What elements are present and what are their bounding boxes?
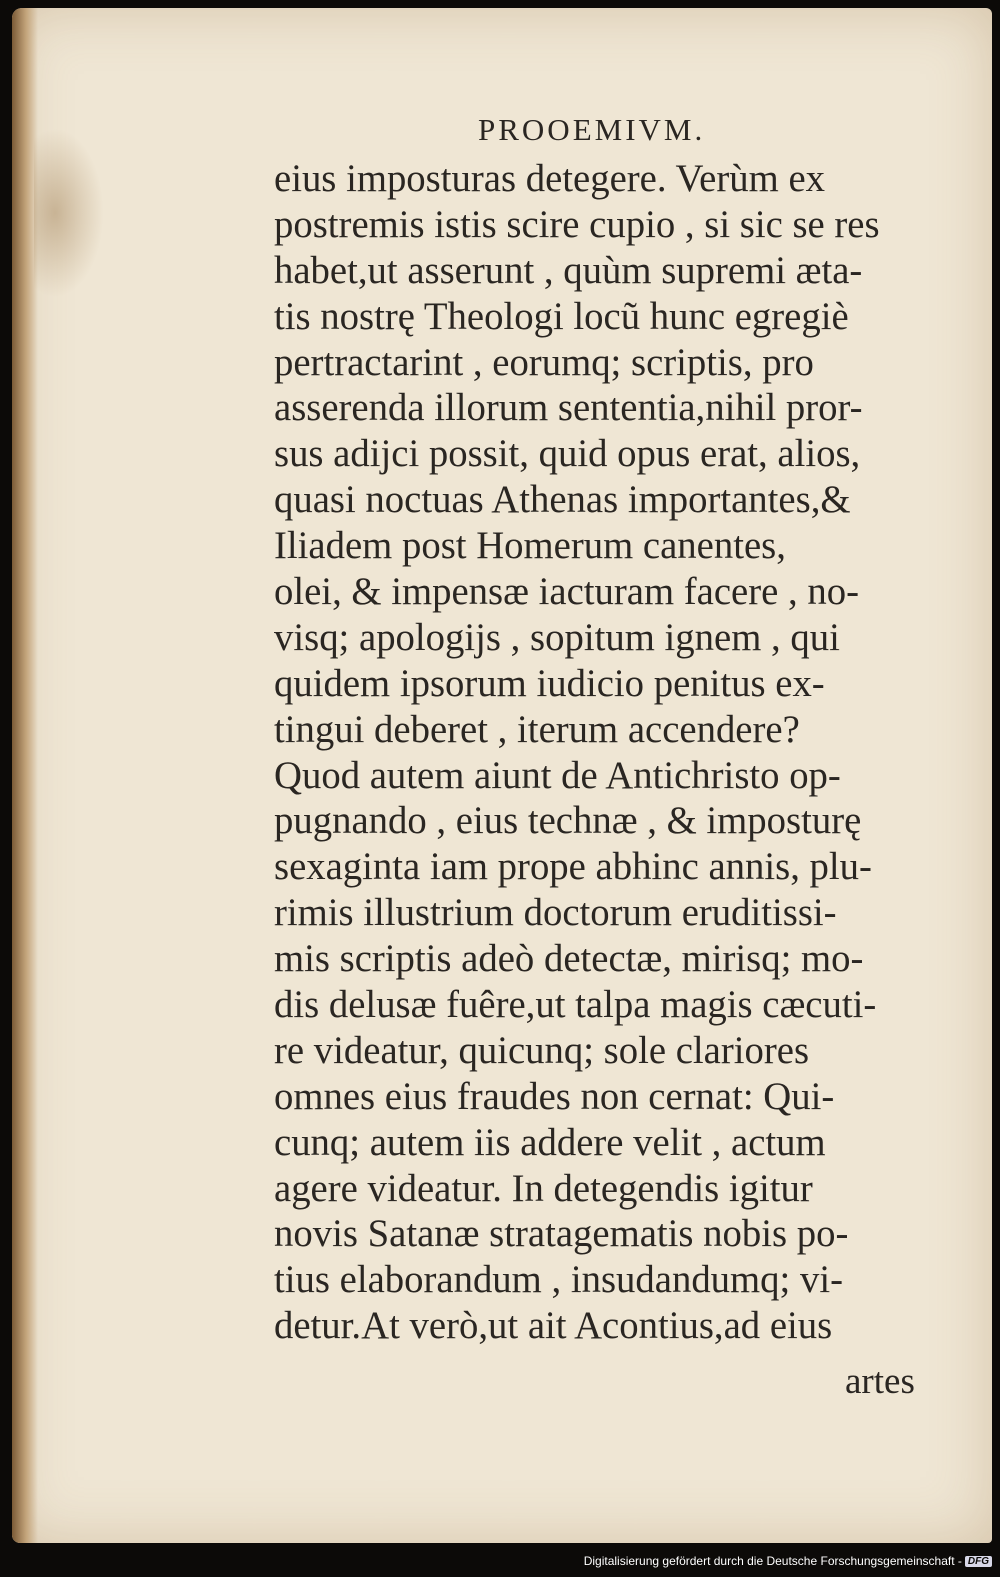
text-line: olei, & impensæ iacturam facere , no- bbox=[274, 570, 860, 614]
text-line: agere videatur. In detegendis igitur bbox=[274, 1166, 813, 1210]
text-line: Iliadem post Homerum canentes, bbox=[274, 524, 786, 568]
text-line: cunq; autem iis addere velit , actum bbox=[274, 1120, 826, 1164]
text-line: detur.At verò,ut ait Acontius,ad eius bbox=[274, 1304, 833, 1348]
book-page bbox=[12, 8, 992, 1543]
text-line: pugnando , eius technæ , & imposturę bbox=[274, 799, 862, 843]
digitization-credit bbox=[584, 1553, 992, 1569]
text-line: tis nostrę Theologi locũ hunc egregiè bbox=[274, 294, 849, 338]
text-line: tingui deberet , iterum accendere? bbox=[274, 707, 800, 751]
text-line: postremis istis scire cupio , si sic se res bbox=[274, 202, 880, 246]
text-line: visq; apologijs , sopitum ignem , qui bbox=[274, 615, 840, 659]
text-line: re videatur, quicunq; sole clariores bbox=[274, 1028, 810, 1072]
body-text bbox=[274, 156, 979, 1349]
text-line: novis Satanæ stratagematis nobis po- bbox=[274, 1212, 849, 1256]
text-line: quidem ipsorum iudicio penitus ex- bbox=[274, 661, 825, 705]
credit-text: Digitalisierung gefördert durch die Deutsche Forschungsgemeinschaft - bbox=[583, 1554, 962, 1568]
text-line: dis delusæ fuêre,ut talpa magis cæcuti- bbox=[274, 983, 877, 1027]
text-line: habet,ut asserunt , quùm supremi æta- bbox=[274, 248, 863, 292]
text-line: tius elaborandum , insudandumq; vi- bbox=[274, 1258, 844, 1302]
text-line: eius imposturas detegere. Verùm ex bbox=[274, 157, 825, 200]
text-line: pertractarint , eorumq; scriptis, pro bbox=[274, 340, 814, 384]
text-line: omnes eius fraudes non cernat: Qui- bbox=[274, 1074, 835, 1118]
text-line: asserenda illorum sententia,nihil pror- bbox=[274, 386, 863, 430]
text-line: rimis illustrium doctorum eruditissi- bbox=[274, 891, 837, 935]
text-line: sus adijci possit, quid opus erat, alios, bbox=[274, 432, 861, 476]
text-line: mis scriptis adeò detectæ, mirisq; mo- bbox=[274, 937, 864, 981]
paper-stain bbox=[34, 128, 104, 298]
running-head: PROOEMIVM. bbox=[478, 112, 706, 147]
catchword: artes bbox=[845, 1361, 915, 1402]
text-line: sexaginta iam prope abhinc annis, plu- bbox=[274, 845, 872, 889]
dfg-logo: DFG bbox=[965, 1556, 992, 1567]
text-line: Quod autem aiunt de Antichristo op- bbox=[274, 753, 841, 797]
text-line: quasi noctuas Athenas importantes,& bbox=[274, 478, 851, 522]
